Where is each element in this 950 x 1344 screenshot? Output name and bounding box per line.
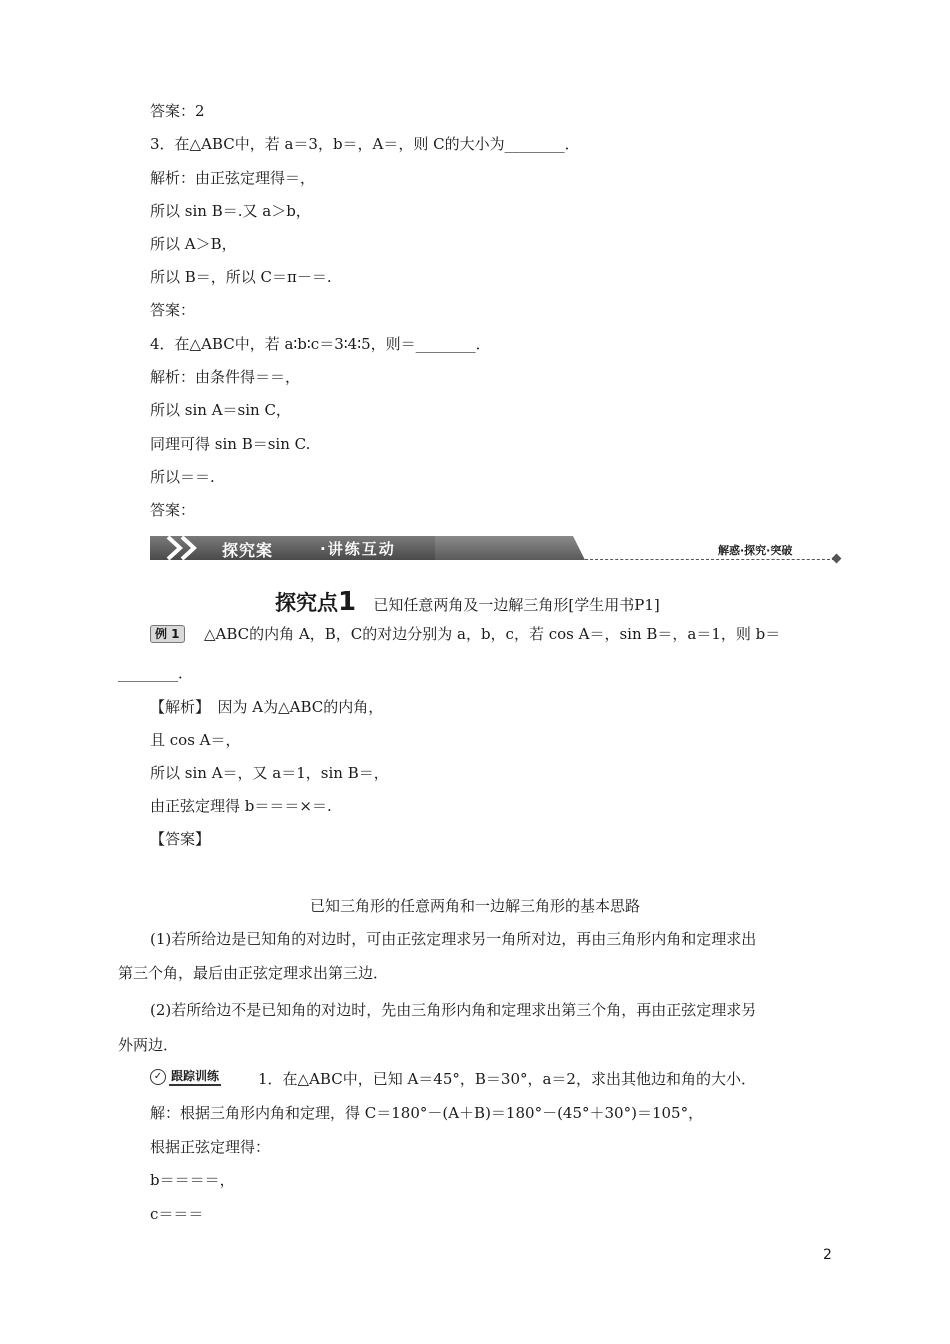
answer-line: 答案： <box>150 301 196 319</box>
heading-text: 已知任意两角及一边解三角形[学生用书P1] <box>373 596 660 614</box>
training-solution: 解：根据三角形内角和定理，得 C＝180°－(A＋B)＝180°－(45°＋30°)＝105°， <box>150 1104 704 1122</box>
training-label <box>150 1067 221 1086</box>
analysis-line: 所以 sin A＝sin C， <box>150 401 291 419</box>
example-question: △ABC的内角 A，B，C的对边分别为 a，b，c，若 cos A＝，sin B＝，a＝1，则 b＝ <box>204 625 781 643</box>
example-analysis: 【解析】 因为 A为△ABC的内角， <box>150 698 384 716</box>
section-heading <box>275 588 660 619</box>
page-number: 2 <box>823 1247 832 1263</box>
example-tag: 例 1 <box>150 625 185 643</box>
example-answer: 【答案】 <box>150 830 211 848</box>
training-question: 1．在△ABC中，已知 A＝45°，B＝30°，a＝2，求出其他边和角的大小． <box>258 1070 756 1088</box>
method-paragraph: (1)若所给边是已知角的对边时，可由正弦定理求另一角所对边，再由三角形内角和定理求出 <box>150 930 757 948</box>
example-analysis: 由正弦定理得 b＝＝＝×＝. <box>150 797 332 815</box>
method-title: 已知三角形的任意两角和一边解三角形的基本思路 <box>310 897 641 915</box>
training-solution: b＝＝＝＝， <box>150 1171 235 1189</box>
check-icon: ✓ <box>150 1069 166 1085</box>
training-solution: c＝＝＝ <box>150 1205 204 1223</box>
banner-light-band <box>435 536 585 560</box>
analysis-line: 同理可得 sin B＝sin C. <box>150 435 311 453</box>
banner-dashed-line <box>585 559 835 560</box>
analysis-line: 所以 sin B＝.又 a＞b， <box>150 202 311 220</box>
analysis-line: 解析：由条件得＝＝， <box>150 368 301 386</box>
method-paragraph: (2)若所给边不是已知角的对边时，先由三角形内角和定理求出第三个角，再由正弦定理求另 <box>150 1001 757 1019</box>
section-banner <box>150 534 840 562</box>
analysis-line: 解析：由正弦定理得＝， <box>150 169 316 187</box>
double-chevron-icon <box>150 534 210 562</box>
analysis-line: 所以＝＝. <box>150 468 215 486</box>
method-paragraph: 第三个角，最后由正弦定理求出第三边． <box>118 964 389 982</box>
question-3: 3．在△ABC中，若 a＝3，b＝，A＝，则 C的大小为________． <box>150 135 580 153</box>
banner-title: 探究案 <box>222 541 274 560</box>
example-analysis: 所以 sin A＝，又 a＝1，sin B＝， <box>150 764 389 782</box>
heading-main: 探究点 <box>275 591 338 615</box>
answer-line: 答案： <box>150 501 196 519</box>
training-solution: 根据正弦定理得： <box>150 1138 271 1156</box>
analysis-line: 所以 A＞B， <box>150 235 237 253</box>
training-label-text: 跟踪训练 <box>169 1067 221 1086</box>
analysis-line: 所以 B＝，所以 C＝π－＝. <box>150 268 332 286</box>
banner-right-label: 解惑·探究·突破 <box>718 544 793 557</box>
banner-subtitle: ·讲练互动 <box>320 540 396 558</box>
question-4: 4．在△ABC中，若 a∶b∶c＝3∶4∶5，则＝________． <box>150 335 491 353</box>
answer-line: 答案：2 <box>150 102 205 120</box>
example-analysis: 且 cos A＝， <box>150 731 241 749</box>
heading-number: 1 <box>338 587 357 617</box>
method-paragraph: 外两边． <box>118 1036 179 1054</box>
example-question-blank: ________． <box>118 664 194 682</box>
diamond-icon <box>832 554 842 564</box>
